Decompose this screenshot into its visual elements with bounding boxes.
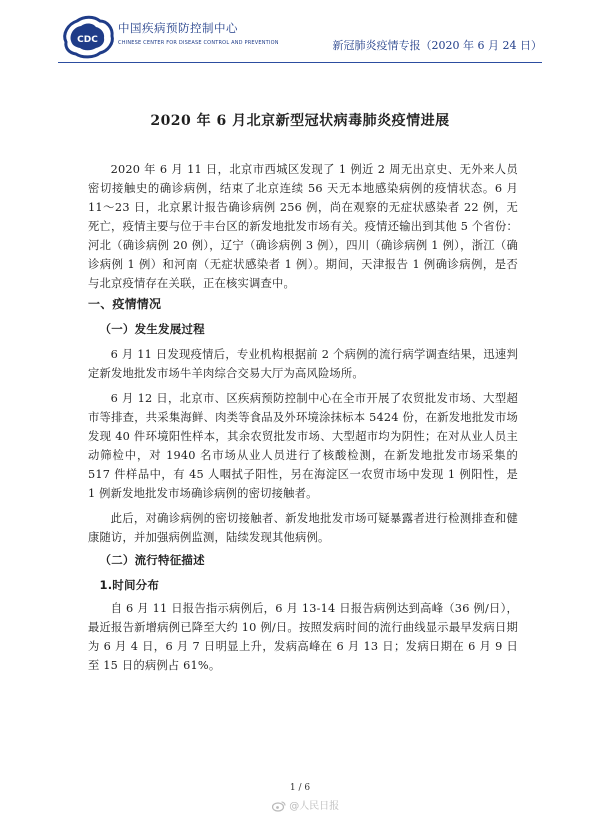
paragraph-screening: 6 月 12 日，北京市、区疾病预防控制中心在全市开展了农贸批发市场、大型超市等排查，共采集海鲜、肉类等食品及外环境涂抹标本 5424 份，在新发地批发市场发现 40 件环境阳性样本，其余农贸批发市场、大型超市均为阴性；在对从业人员主动筛检中，对 1940 名市场从业人员进行了核酸检测，在新发地批发市场采集的 517 件样品中，有 45 人咽拭子阳性，另在海淀区一农贸市场中发现 1 例阳性，是 1 例新发地批发市场确诊病例的密切接触者。 <box>88 392 518 500</box>
paragraph-intro: 2020 年 6 月 11 日，北京市西城区发现了 1 例近 2 周无出京史、无外来人员密切接触史的确诊病例，结束了北京连续 56 天无本地感染病例的疫情状态。6 月 11～23 日，北京累计报告确诊病例 256 例，尚在观察的无症状感染者 22 例，无死亡，疫情主要与位于丰台区的新发地批发市场有关。疫情还输出到其他 5 个省份：河北（确诊病例 20 例），辽宁（确诊病例 3 例），四川（确诊病例 1 例），浙江（确诊病例 1 例）和河南（无症状感染者 1 例）。期间，天津报告 1 例确诊病例，是否与北京疫情存在关联，正在核实调查中。 <box>88 163 518 290</box>
header-divider <box>58 62 542 63</box>
document-body <box>88 160 518 675</box>
bulletin-title: 新冠肺炎疫情专报（2020 年 6 月 24 日） <box>332 39 542 52</box>
section-heading-epidemic: 一、疫情情况 <box>88 297 162 311</box>
paragraph-followup: 此后，对确诊病例的密切接触者、新发地批发市场可疑暴露者进行检测排查和健康随访，并加强病例监测，陆续发现其他病例。 <box>88 512 518 544</box>
subsection-heading-development: （一）发生发展过程 <box>99 322 205 336</box>
org-name-en: CHINESE CENTER FOR DISEASE CONTROL AND PREVENTION <box>118 40 279 46</box>
page-header <box>0 0 600 80</box>
logo-text: CDC <box>77 35 98 45</box>
subsection-heading-characteristics: （二）流行特征描述 <box>99 553 205 567</box>
paragraph-time-distribution: 自 6 月 11 日报告指示病例后，6 月 13-14 日报告病例达到高峰（36 例/日），最近报告新增病例已降至大约 10 例/日。按照发病时间的流行曲线显示最早发病日期为 6 月 4 日，6 月 7 日明显上升，发病高峰在 6 月 13 日；发病日期在 6 月 9 日至 15 日的病例占 61%。 <box>88 602 518 672</box>
watermark <box>272 797 382 815</box>
weibo-icon <box>272 800 286 812</box>
organization-name <box>118 20 279 46</box>
paragraph-discovery: 6 月 11 日发现疫情后，专业机构根据前 2 个病例的流行病学调查结果，迅速判定新发地批发市场牛羊肉综合交易大厅为高风险场所。 <box>88 348 518 380</box>
page-number: 1 / 6 <box>289 783 311 793</box>
document-title: 2020 年 6 月北京新型冠状病毒肺炎疫情进展 <box>150 113 450 129</box>
heading-time-distribution: 1.时间分布 <box>99 578 160 592</box>
watermark-text: @人民日报 <box>289 801 340 812</box>
china-cdc-logo-icon <box>60 12 116 62</box>
org-name-cn: 中国疾病预防控制中心 <box>118 21 238 35</box>
